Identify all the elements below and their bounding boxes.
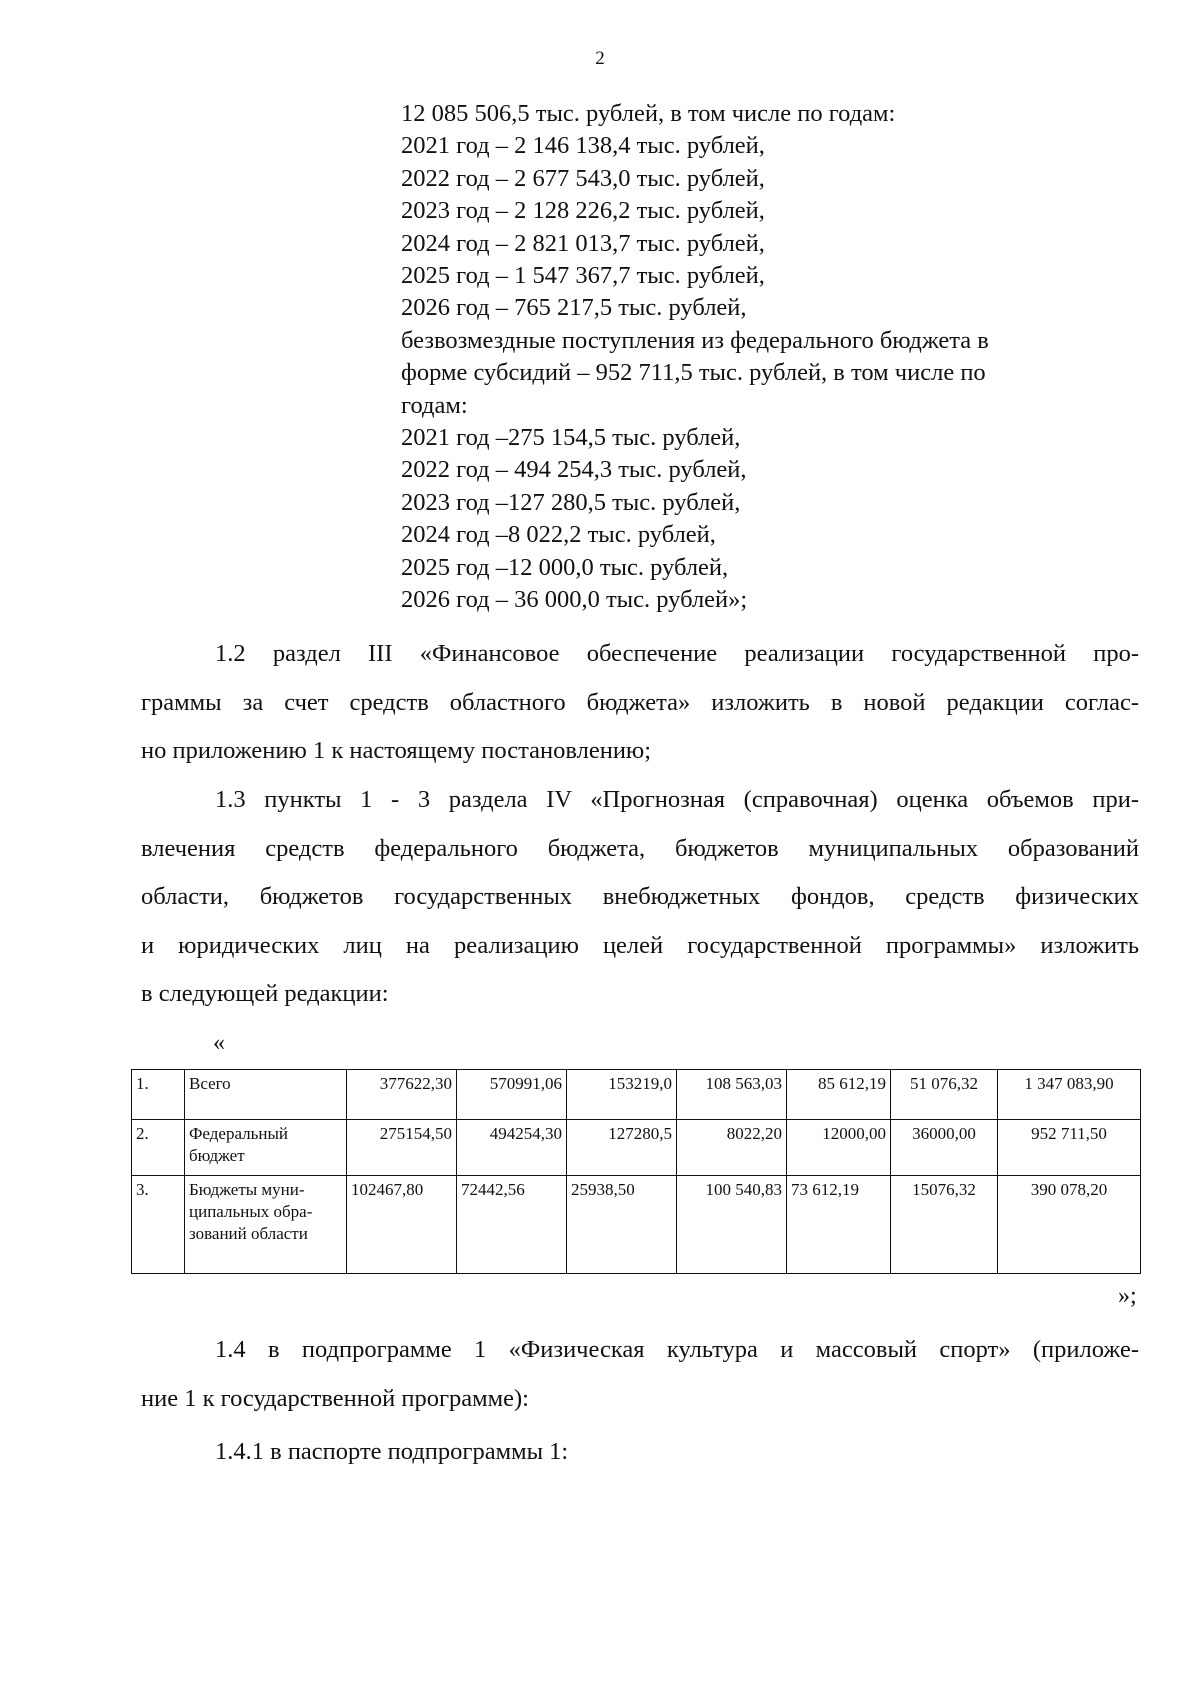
table-cell: 153219,0 (567, 1070, 677, 1120)
table-cell: 100 540,83 (677, 1176, 787, 1274)
table-cell: 1 347 083,90 (998, 1070, 1141, 1120)
table-cell: 85 612,19 (787, 1070, 891, 1120)
funding-line: 2026 год – 765 217,5 тыс. рублей, (401, 294, 747, 322)
table-cell: 108 563,03 (677, 1070, 787, 1120)
paragraph-line: 1.4 в подпрограмме 1 «Физическая культура и массовый спорт» (приложе- (215, 1336, 1139, 1363)
row-label: Бюджеты муни-ципальных обра-зований области (185, 1176, 347, 1274)
table-cell: 8022,20 (677, 1120, 787, 1176)
funding-line: 2024 год –8 022,2 тыс. рублей, (401, 521, 716, 549)
funding-line: 2025 год –12 000,0 тыс. рублей, (401, 553, 729, 581)
row-number: 3. (132, 1176, 185, 1274)
paragraph-1-3 (141, 776, 1139, 1019)
funding-line: безвозмездные поступления из федерального бюджета в (401, 326, 989, 354)
page-number: 2 (595, 48, 605, 69)
paragraph-1-4-1: 1.4.1 в паспорте подпрограммы 1: (215, 1438, 569, 1465)
paragraph-line: и юридических лиц на реализацию целей государственной программы» изложить (141, 931, 1139, 959)
row-label: Всего (185, 1070, 347, 1120)
table-row (132, 1070, 1141, 1120)
paragraph-line: области, бюджетов государственных внебюджетных фондов, средств физических (141, 883, 1139, 910)
paragraph-line: но приложению 1 к настоящему постановлению; (141, 737, 652, 764)
row-label: Федеральный бюджет (185, 1120, 347, 1176)
funding-line: форме субсидий – 952 711,5 тыс. рублей, в том числе по (401, 359, 986, 387)
table-cell: 494254,30 (457, 1120, 567, 1176)
paragraph-line: 1.2 раздел III «Финансовое обеспечение реализации государственной про- (215, 640, 1139, 667)
table-cell: 127280,5 (567, 1120, 677, 1176)
funding-line: 2026 год – 36 000,0 тыс. рублей»; (401, 586, 748, 614)
table-cell: 275154,50 (347, 1120, 457, 1176)
quote-close: »; (1118, 1283, 1137, 1309)
row-number: 2. (132, 1120, 185, 1176)
table-cell: 102467,80 (347, 1176, 457, 1274)
table-cell: 390 078,20 (998, 1176, 1141, 1274)
funding-line: 2021 год –275 154,5 тыс. рублей, (401, 424, 741, 452)
funding-line: 2021 год – 2 146 138,4 тыс. рублей, (401, 132, 765, 160)
table-cell: 36000,00 (891, 1120, 998, 1176)
budget-table (131, 1069, 1141, 1274)
funding-line: 2025 год – 1 547 367,7 тыс. рублей, (401, 262, 765, 290)
paragraph-line: 1.3 пункты 1 - 3 раздела IV «Прогнозная (справочная) оценка объемов при- (215, 786, 1139, 813)
funding-line: 12 085 506,5 тыс. рублей, в том числе по годам: (401, 100, 896, 127)
funding-line: 2023 год – 2 128 226,2 тыс. рублей, (401, 197, 765, 225)
table-cell: 25938,50 (567, 1176, 677, 1274)
paragraph-1-4 (141, 1326, 1139, 1423)
table-cell: 12000,00 (787, 1120, 891, 1176)
table-cell: 51 076,32 (891, 1070, 998, 1120)
funding-line: 2024 год – 2 821 013,7 тыс. рублей, (401, 229, 765, 257)
funding-line: 2022 год – 494 254,3 тыс. рублей, (401, 456, 747, 484)
quote-open: « (213, 1030, 225, 1056)
paragraph-line: ние 1 к государственной программе): (141, 1384, 529, 1412)
funding-line: 2023 год –127 280,5 тыс. рублей, (401, 488, 741, 516)
funding-line: 2022 год – 2 677 543,0 тыс. рублей, (401, 164, 765, 192)
paragraph-line: граммы за счет средств областного бюджета» изложить в новой редакции соглас- (141, 688, 1139, 716)
paragraph-line: в следующей редакции: (141, 980, 389, 1007)
table-row (132, 1120, 1141, 1176)
table-cell: 377622,30 (347, 1070, 457, 1120)
table-cell: 72442,56 (457, 1176, 567, 1274)
paragraph-1-2 (141, 630, 1139, 776)
table-cell: 73 612,19 (787, 1176, 891, 1274)
paragraph-line: влечения средств федерального бюджета, бюджетов муниципальных образований (141, 834, 1139, 862)
table-cell: 952 711,50 (998, 1120, 1141, 1176)
row-number: 1. (132, 1070, 185, 1120)
funding-line: годам: (401, 391, 468, 419)
table-cell: 570991,06 (457, 1070, 567, 1120)
table-row (132, 1176, 1141, 1274)
table-cell: 15076,32 (891, 1176, 998, 1274)
funding-summary (401, 98, 1121, 617)
